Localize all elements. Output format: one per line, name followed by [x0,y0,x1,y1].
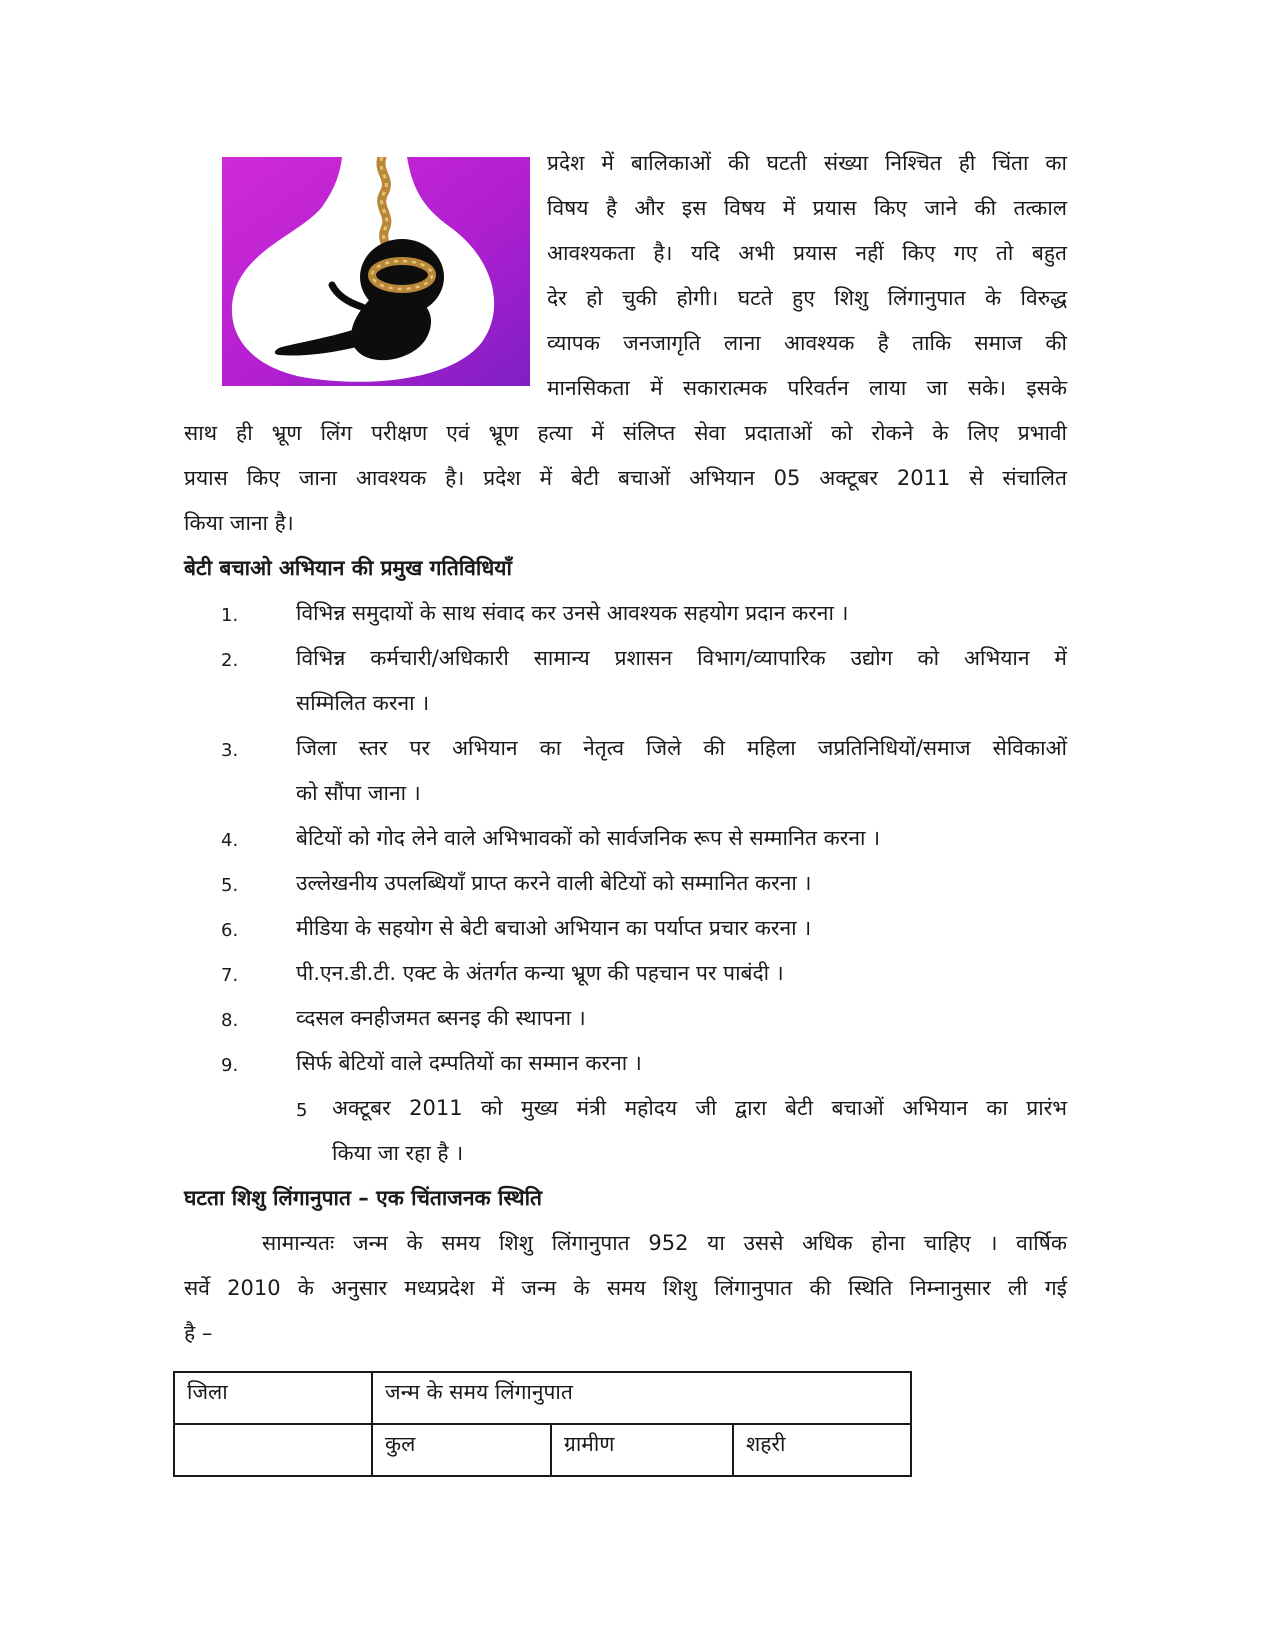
intro-line-1: प्रदेश में बालिकाओं की घटती संख्या निश्चित ही चिंता का [547,151,1067,175]
activity-item: मीडिया के सहयोग से बेटी बचाओ अभियान का पर्याप्त प्रचार करना । [296,916,812,940]
header-district: जिला [174,1372,372,1424]
item-number: 7. [221,965,239,986]
sex-ratio-line-3: है – [184,1321,213,1345]
intro-line-9: किया जाना है। [184,511,294,535]
activity-item: विभिन्न समुदायों के साथ संवाद कर उनसे आवश्यक सहयोग प्रदान करना । [296,601,849,625]
activity-item: सिर्फ बेटियों वाले दम्पतियों का सम्मान करना । [296,1051,642,1075]
activity-item: विभिन्न कर्मचारी/अधिकारी सामान्य प्रशासन विभाग/व्यापारिक उद्योग को अभियान में [296,646,1067,670]
header-birth-ratio: जन्म के समय लिंगानुपात [372,1372,911,1424]
intro-line-2: विषय है और इस विषय में प्रयास किए जाने की तत्काल [547,196,1067,220]
intro-line-8: प्रयास किए जाना आवश्यक है। प्रदेश में बेटी बचाओं अभियान 05 अक्टूबर 2011 से संचालित [184,466,1067,490]
sex-ratio-heading: घटता शिशु लिंगानुपात – एक चिंताजनक स्थिति [184,1186,543,1210]
subheader-urban: शहरी [733,1424,911,1476]
activity-item: जिला स्तर पर अभियान का नेतृत्व जिले की महिला जप्रतिनिधियों/समाज सेविकाओं [296,736,1067,760]
item-number: 5. [221,875,239,896]
activities-heading: बेटी बचाओ अभियान की प्रमुख गतिविधियॉं [184,556,512,580]
note-line-2: किया जा रहा है । [332,1141,464,1165]
activity-item: पी.एन.डी.टी. एक्ट के अंतर्गत कन्या भ्रूण की पहचान पर पाबंदी । [296,961,784,985]
sex-ratio-table [173,1371,912,1477]
subheader-total: कुल [372,1424,551,1476]
item-number: 9. [221,1055,239,1076]
item-number: 8. [221,1010,239,1031]
intro-line-3: आवश्यकता है। यदि अभी प्रयास नहीं किए गए तो बहुत [547,241,1067,265]
table-header-row [174,1372,911,1424]
activity-item: बेटियों को गोद लेने वाले अभिभावकों को सार्वजनिक रूप से सम्मानित करना । [296,826,881,850]
intro-line-7: साथ ही भ्रूण लिंग परीक्षण एवं भ्रूण हत्या में संलिप्त सेवा प्रदाताओं को रोकने के लिए प्रभावी [184,421,1067,445]
intro-line-6: मानसिकता में सकारात्मक परिवर्तन लाया जा सके। इसके [547,376,1067,400]
table-subheader-row [174,1424,911,1476]
note-number: 5 [296,1100,308,1121]
item-number: 1. [221,605,239,626]
activity-item-cont: सम्मिलित करना । [296,691,430,715]
item-number: 4. [221,830,239,851]
fetus-noose-image [222,157,530,386]
activity-item: व्दसल क्नहीजमत ब्सनइ की स्थापना । [296,1006,586,1030]
activity-item: उल्लेखनीय उपलब्धियॉं प्राप्त करने वाली बेटियों को सम्मानित करना । [296,871,812,895]
intro-line-4: देर हो चुकी होगी। घटते हुए शिशु लिंगानुपात के विरुद्ध [547,286,1067,310]
item-number: 3. [221,740,239,761]
subheader-rural: ग्रामीण [551,1424,733,1476]
item-number: 2. [221,650,239,671]
item-number: 6. [221,920,239,941]
note-line-1: अक्टूबर 2011 को मुख्य मंत्री महोदय जी द्वारा बेटी बचाओं अभियान का प्रारंभ [332,1096,1067,1120]
activity-item-cont: को सौंपा जाना । [296,781,421,805]
sex-ratio-line-1: सामान्यतः जन्म के समय शिशु लिंगानुपात 952 या उससे अधिक होना चाहिए । वार्षिक [262,1231,1067,1255]
intro-line-5: व्यापक जनजागृति लाना आवश्यक है ताकि समाज की [547,331,1067,355]
sex-ratio-line-2: सर्वे 2010 के अनुसार मध्यप्रदेश में जन्म के समय शिशु लिंगानुपात की स्थिति निम्नानुसार ली गई [184,1276,1067,1300]
fetus-noose-illustration [222,157,530,386]
subheader-empty [174,1424,372,1476]
